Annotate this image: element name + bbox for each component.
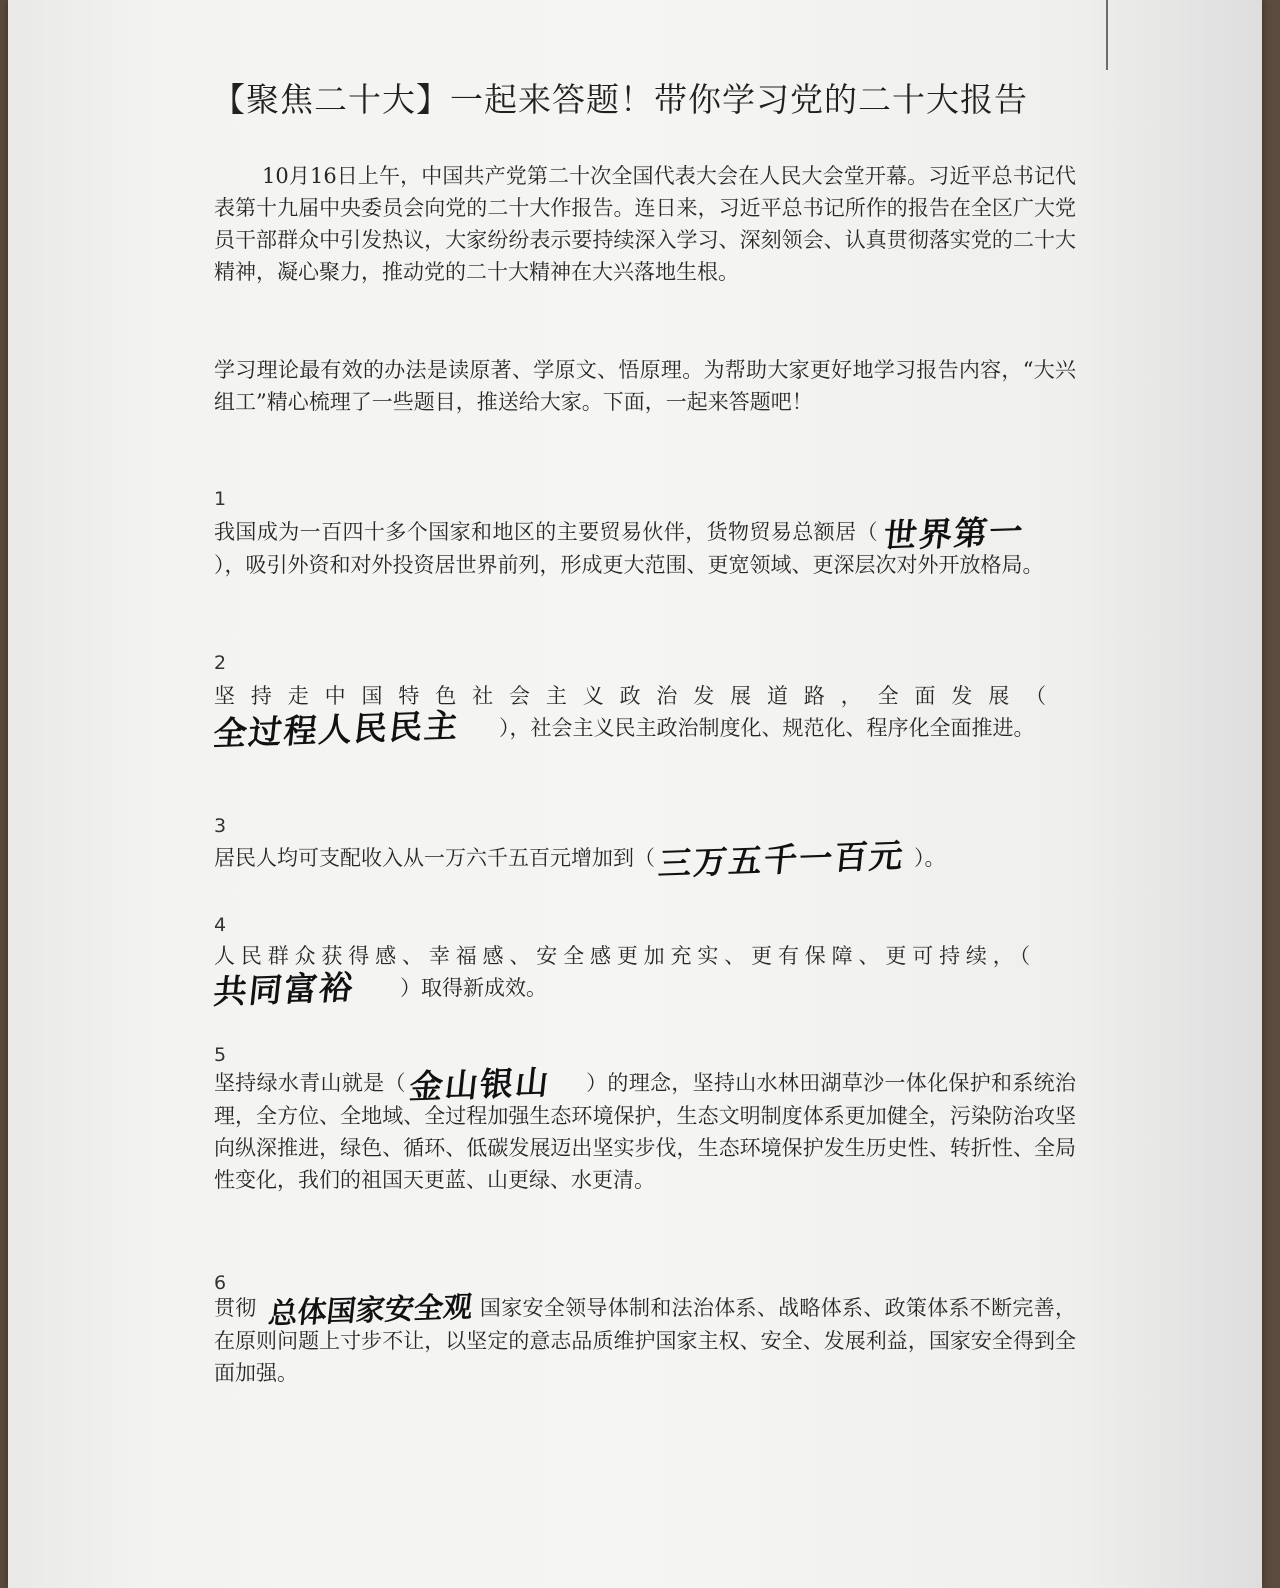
- question-2-before: 坚持走中国特色社会主义政治发展道路，全面发展（: [214, 684, 1062, 708]
- question-1-text: [214, 511, 1076, 581]
- question-3: [214, 835, 1076, 883]
- question-4-after: ）取得新成效。: [400, 976, 547, 1000]
- question-6-text: [214, 1288, 1077, 1389]
- question-5-number: 5: [214, 1044, 227, 1066]
- question-3-handwritten-answer: 三万五千一百元: [656, 835, 907, 883]
- question-6-handwritten-answer: 总体国家安全观: [266, 1288, 474, 1331]
- question-5-before: 坚持绿水青山就是（: [214, 1071, 406, 1095]
- question-2-text: [211, 680, 1076, 753]
- intro-text-2: 学习理论最有效的办法是读原著、学原文、悟原理。为帮助大家更好地学习报告内容，“大兴组工”精心梳理了一些题目，推送给大家。下面，一起来答题吧！: [214, 358, 1076, 414]
- question-2: [211, 680, 1076, 753]
- question-6-before: 贯彻: [214, 1296, 257, 1320]
- question-1-after: ），吸引外资和对外投资居世界前列，形成更大范围、更宽领域、更深层次对外开放格局。: [214, 552, 1044, 577]
- document-title: 【聚焦二十大】一起来答题！带你学习党的二十大报告: [212, 80, 1028, 119]
- question-4-text: [211, 940, 1076, 1011]
- question-4-handwritten-answer: 共同富裕: [211, 967, 357, 1011]
- question-3-after: ）。: [914, 846, 946, 870]
- intro-paragraph-2: [214, 354, 1076, 418]
- question-1: [214, 511, 1076, 581]
- paper-edge-mark: [1106, 0, 1108, 70]
- intro-text-1: 10月16日上午，中国共产党第二十次全国代表大会在人民大会堂开幕。习近平总书记代表第十九届中央委员会向党的二十大作报告。连日来，习近平总书记所作的报告在全区广大党员干部群众中引发热议，大家纷纷表示要持续深入学习、深刻领会、认真贯彻落实党的二十大精神，凝心聚力，推动党的二十大精神在大兴落地生根。: [214, 164, 1076, 284]
- question-2-number: 2: [214, 652, 227, 674]
- question-6-after: 国家安全领导体制和法治体系、战略体系、政策体系不断完善，在原则问题上寸步不让，以坚定的意志品质维护国家主权、安全、发展利益，国家安全得到全面加强。: [214, 1296, 1077, 1385]
- question-5: [214, 1062, 1076, 1196]
- question-3-number: 3: [214, 815, 227, 837]
- question-4: [211, 940, 1076, 1011]
- question-1-number: 1: [214, 488, 227, 510]
- question-6: [214, 1288, 1077, 1389]
- question-2-after: ），社会主义民主政治制度化、规范化、程序化全面推进。: [499, 716, 1035, 740]
- question-4-before: 人民群众获得感、幸福感、安全感更加充实、更有保障、更可持续，（: [214, 944, 1036, 968]
- question-2-handwritten-answer: 全过程人民民主: [211, 705, 462, 753]
- question-5-text: [214, 1062, 1076, 1196]
- question-1-handwritten-answer: 世界第一: [881, 511, 1027, 555]
- question-4-number: 4: [214, 914, 227, 936]
- question-5-handwritten-answer: 金山银山: [407, 1062, 553, 1106]
- intro-paragraph-1: [214, 160, 1076, 288]
- question-3-before: 居民人均可支配收入从一万六千五百元增加到（: [214, 846, 655, 870]
- question-1-before: 我国成为一百四十多个国家和地区的主要贸易伙伴，货物贸易总额居（: [214, 520, 878, 544]
- question-3-text: [214, 835, 1076, 883]
- question-5-after: ）的理念，坚持山水林田湖草沙一体化保护和系统治理，全方位、全地域、全过程加强生态环境保护，生态文明制度体系更加健全，污染防治攻坚向纵深推进，绿色、循环、低碳发展迈出坚实步伐，生态环境保护发生历史性、转折性、全局性变化，我们的祖国天更蓝、山更绿、水更清。: [214, 1071, 1076, 1192]
- question-6-number: 6: [214, 1272, 227, 1294]
